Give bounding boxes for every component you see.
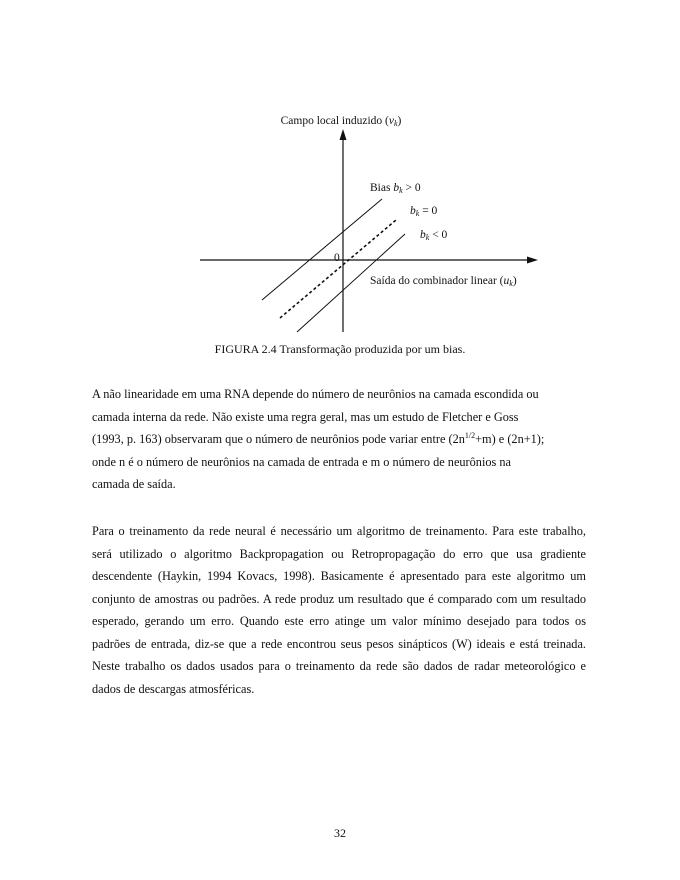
x-axis-arrowhead [527, 257, 538, 264]
paragraph1-line5: camada de saída. [92, 477, 176, 491]
bias-positive-line [262, 199, 382, 300]
paragraph-hidden-layer [92, 383, 586, 496]
paragraph1-line2: camada interna da rede. Não existe uma regra geral, mas um estudo de Fletcher e Goss [92, 409, 519, 424]
bias-zero-label: bk = 0 [410, 205, 438, 218]
bias-negative-label: bk < 0 [420, 229, 448, 242]
paragraph1-line3: (1993, p. 163) observaram que o número de neurônios pode variar entre $(2n^{1/2}+m)$ e (2n+1); [92, 430, 545, 446]
exponent: 1/2 [464, 430, 476, 440]
page-number: 32 [334, 826, 346, 840]
bias-zero-line [280, 220, 396, 318]
origin-label: 0 [334, 252, 340, 264]
bias-transformation-figure [0, 0, 680, 345]
figure-caption: FIGURA 2.4 Transformação produzida por um bias. [214, 342, 466, 356]
paragraph-training: Para o treinamento da rede neural é necessário um algoritmo de treinamento. Para este trabalho, será utilizado o algoritmo Backpropagation ou Retropropagação do erro que usa gradiente descendente (Haykin, 1994 Kovacs, 1998). Basicamente é apresentado para este algoritmo um conjunto de amostras ou padrões. A rede produz um resultado que é comparado com um resultado esperado, gerando um erro. Quando este erro atinge um valor mínimo desejado para todos os padrões de entrada, diz-se que a rede encontrou seus pesos sinápticos (W) ideais e está treinada. Neste trabalho os dados usados para o treinamento da rede são dados de radar meteorológico e dados de descargas atmosféricas. [92, 524, 586, 696]
x-axis-label: Saída do combinador linear (uk) [370, 275, 517, 288]
paragraph1-line4: onde n é o número de neurônios na camada de entrada e m o número de neurônios na [92, 454, 511, 469]
y-axis-label: Campo local induzido (vk) [280, 115, 402, 128]
paragraph1-line1: A não linearidade em uma RNA depende do número de neurônios na camada escondida ou [92, 387, 539, 401]
y-axis-arrowhead [340, 129, 347, 140]
bias-positive-label: Bias bk > 0 [370, 182, 421, 195]
